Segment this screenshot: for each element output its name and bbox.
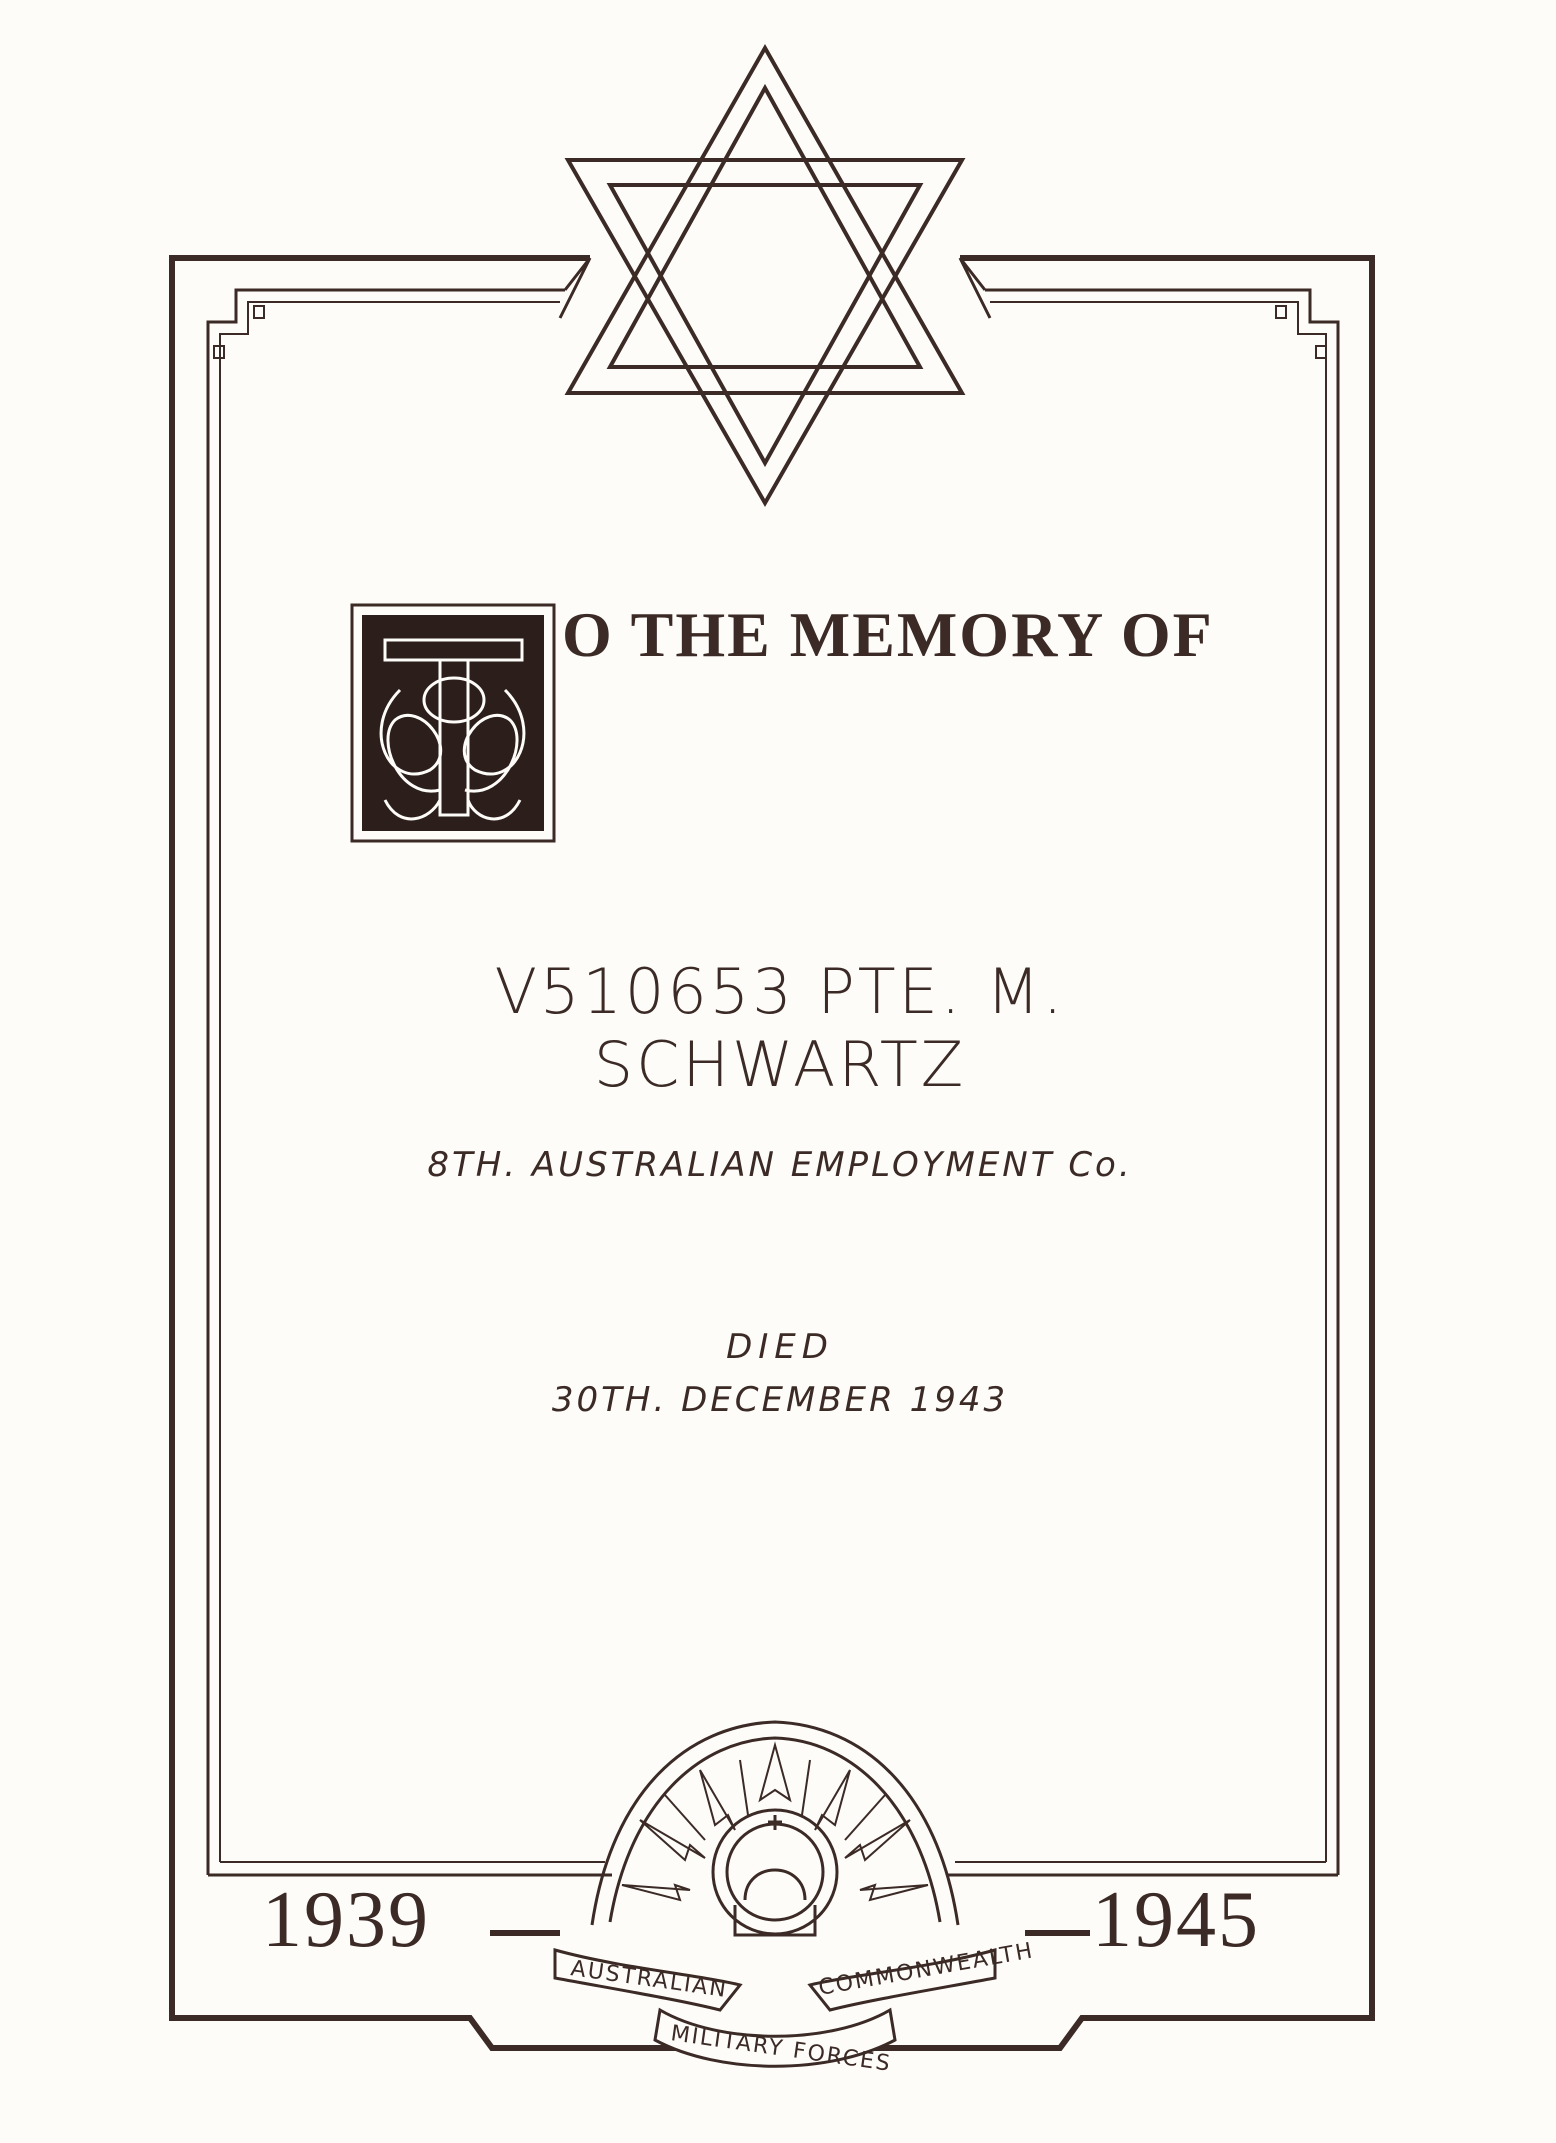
badge-scroll-text: [569, 1938, 1036, 2077]
soldier-unit: 8TH. AUSTRALIAN EMPLOYMENT Co.: [427, 1145, 1133, 1185]
star-of-david-icon: [568, 48, 962, 503]
year-start: 1939: [262, 1876, 430, 1964]
scroll-left-label: AUSTRALIAN: [569, 1956, 730, 2003]
scroll-right-label: COMMONWEALTH: [816, 1938, 1037, 2001]
died-label: DIED: [726, 1327, 834, 1367]
rising-sun-badge-icon: [555, 1722, 995, 2066]
illuminated-initial-t: [352, 605, 554, 841]
year-end: 1945: [1092, 1876, 1260, 1964]
memorial-heading: O THE MEMORY OF: [562, 599, 1214, 670]
soldier-name: V510653 PTE. M. SCHWARTZ: [494, 955, 1066, 1101]
death-date: 30TH. DECEMBER 1943: [551, 1380, 1009, 1420]
scroll-bottom-label: MILITARY FORCES: [669, 2021, 894, 2077]
